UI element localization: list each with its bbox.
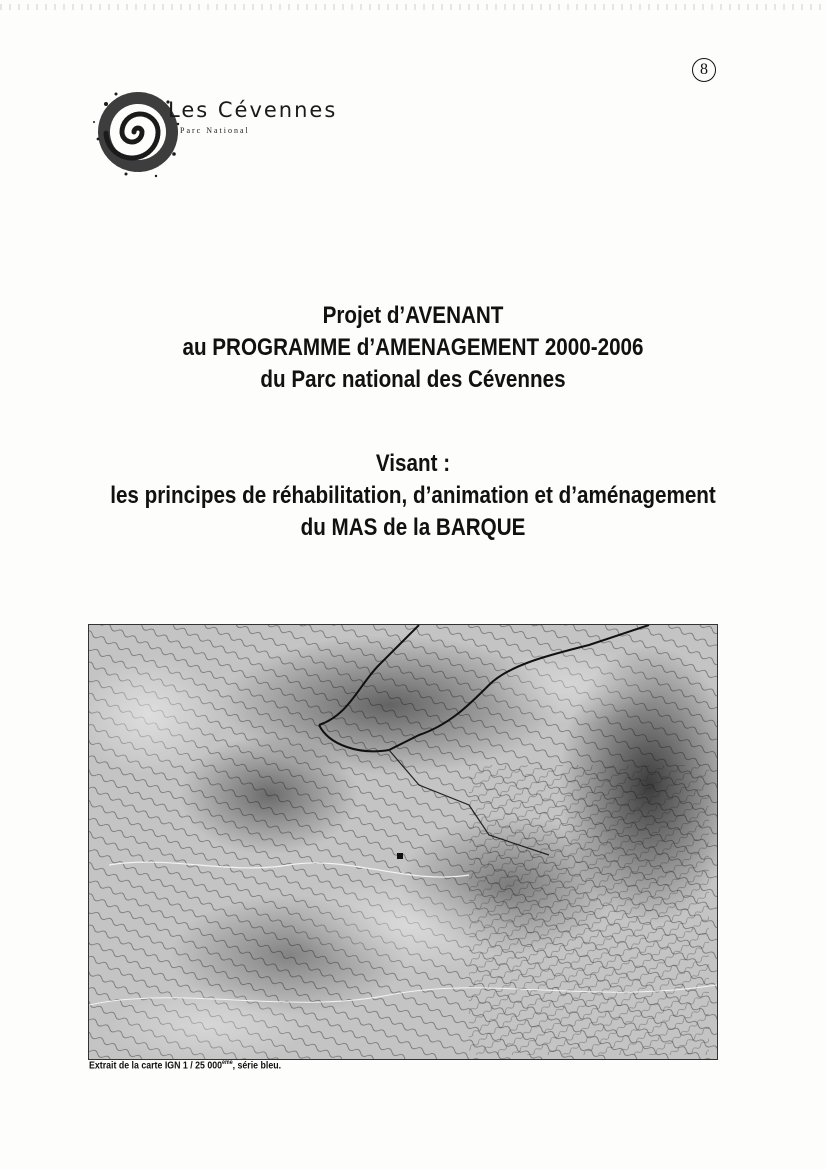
topographic-map xyxy=(88,624,718,1060)
subtitle-line-2: les principes de réhabilitation, d’animation et d’aménagement xyxy=(110,482,716,509)
scan-edge-artifact xyxy=(0,4,826,10)
page-number: 8 xyxy=(700,61,708,78)
page-number-badge xyxy=(692,58,716,82)
topographic-map-icon xyxy=(89,625,717,1059)
subtitle-line-1: Visant : xyxy=(375,450,451,477)
logo-subtitle: Parc National xyxy=(180,126,250,135)
title-line-2: au PROGRAMME d’AMENAGEMENT 2000-2006 xyxy=(182,334,644,361)
logo-name: Les Cévennes xyxy=(168,98,338,122)
subtitle-line-3: du MAS de la BARQUE xyxy=(300,514,526,541)
title-line-1: Projet d’AVENANT xyxy=(322,302,504,329)
title-line-3: du Parc national des Cévennes xyxy=(260,366,566,393)
map-caption xyxy=(89,1060,281,1071)
park-logo xyxy=(86,84,356,184)
document-title xyxy=(127,300,700,396)
document-subtitle xyxy=(92,448,734,544)
caption-suffix: , série bleu. xyxy=(232,1060,282,1072)
caption-superscript: ème xyxy=(222,1060,233,1066)
caption-text: Extrait de la carte IGN 1 / 25 000 xyxy=(89,1060,223,1072)
